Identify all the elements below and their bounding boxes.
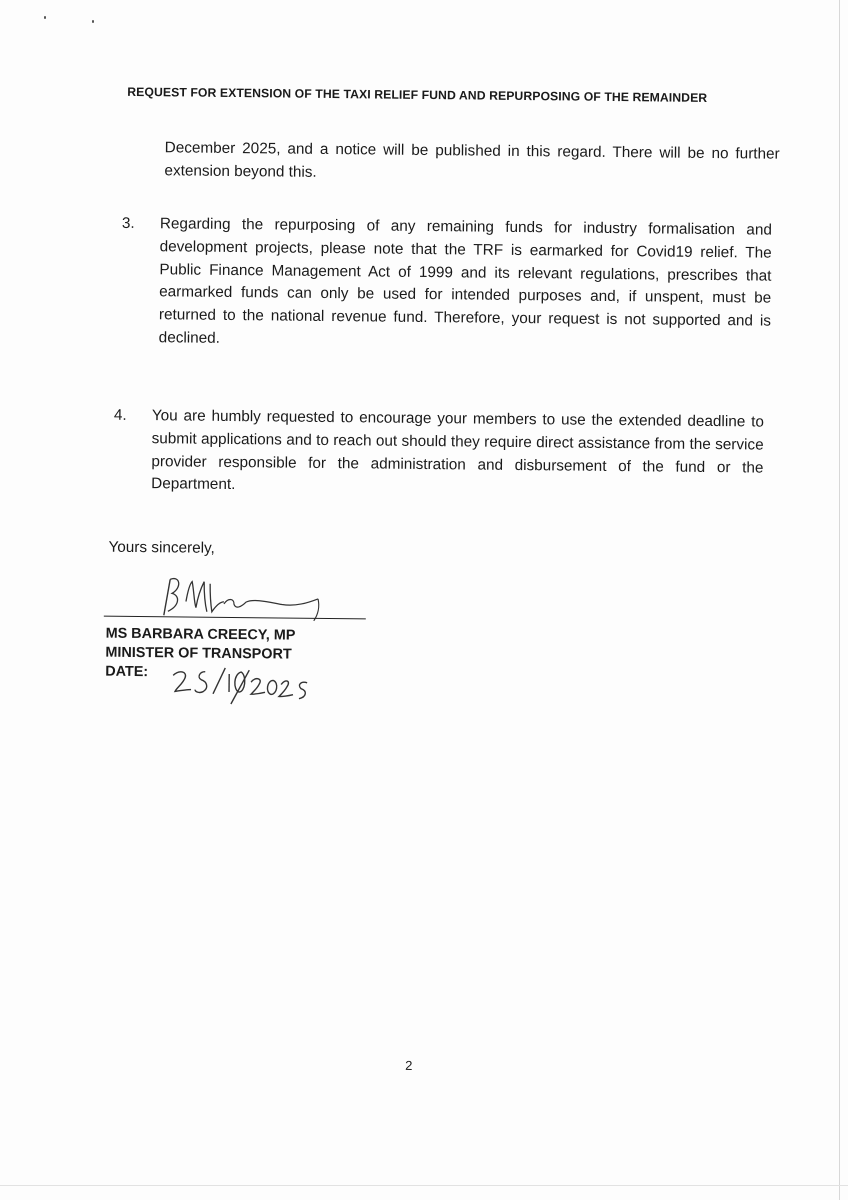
handwritten-date xyxy=(169,663,309,706)
signatory-title: MINISTER OF TRANSPORT xyxy=(105,644,292,663)
signatory-name: MS BARBARA CREECY, MP xyxy=(105,625,296,644)
item-text: You are humbly requested to encourage your members to use the extended deadline to submit applications and to reach out should they require direct assistance from the service provider responsible for the administration and disbursement of the fund or the Department. xyxy=(151,407,764,494)
closing-salutation: Yours sincerely, xyxy=(108,538,215,557)
handwritten-signature xyxy=(150,571,341,623)
item-number: 3. xyxy=(121,214,135,232)
page-number: 2 xyxy=(405,1057,413,1073)
continuation-paragraph: December 2025, and a notice will be published in this regard. There will be no further extension beyond this. xyxy=(164,139,780,181)
page-header-title: REQUEST FOR EXTENSION OF THE TAXI RELIEF FUND AND REPURPOSING OF THE REMAINDER xyxy=(127,84,708,105)
numbered-item-4 xyxy=(113,405,769,494)
date-label: DATE: xyxy=(105,663,149,681)
item-text: Regarding the repurposing of any remaining funds for industry formalisation and development projects, please note that the TRF is earmarked for Covid19 relief. The Public Finance Management Act of 1999 and its relevant regulations, prescribes that earmarked funds can only be used for intended purposes and, if unspent, must be returned to the national revenue fund. Therefore, your request is not supported and is declined. xyxy=(158,215,772,347)
item-number: 4. xyxy=(113,406,127,424)
numbered-item-3 xyxy=(121,213,777,347)
